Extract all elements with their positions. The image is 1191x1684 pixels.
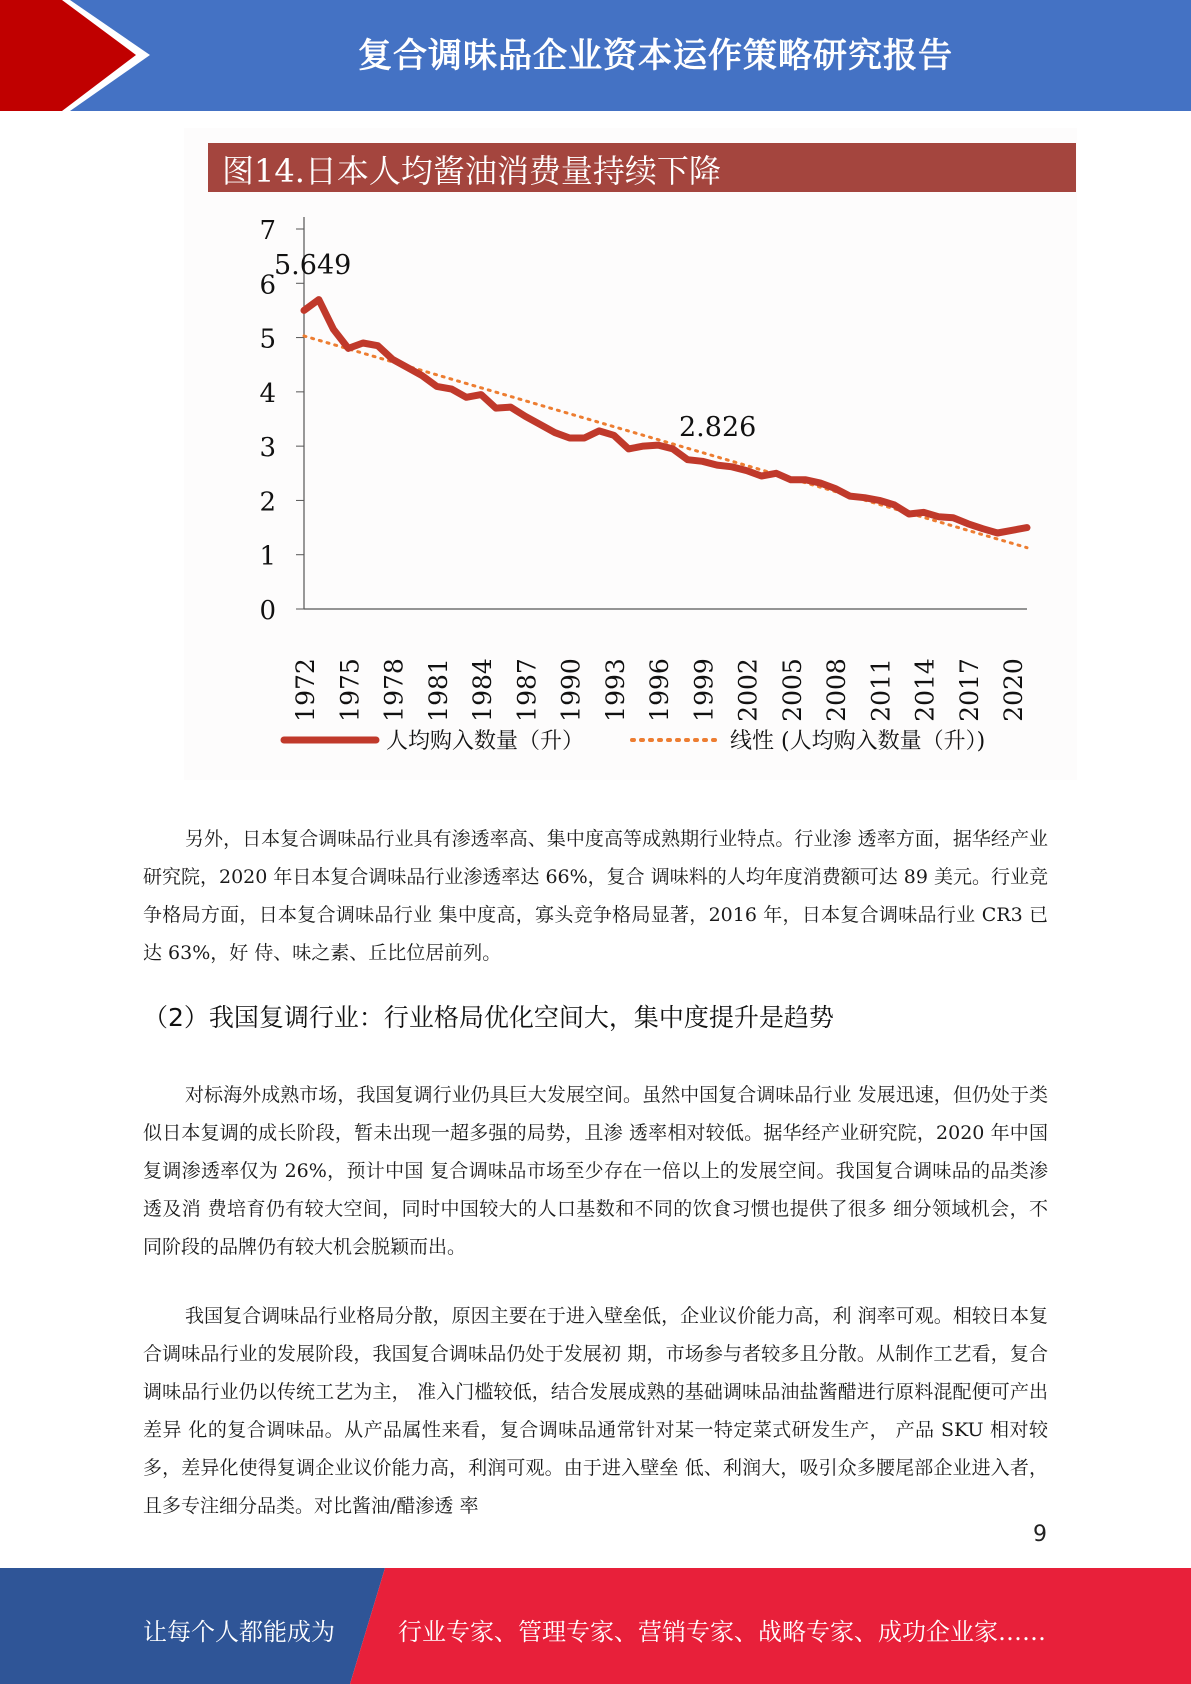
legend-label-consumption: 人均购入数量（升） bbox=[386, 729, 585, 754]
footer-slogan-right: 行业专家、管理专家、营销专家、战略专家、成功企业家…… bbox=[398, 1618, 1046, 1646]
y-tick-label: 1 bbox=[259, 541, 276, 572]
page-footer bbox=[0, 1568, 1191, 1684]
x-tick-label: 1975 bbox=[335, 658, 365, 722]
header-arrow-decoration bbox=[0, 0, 160, 111]
page-header bbox=[0, 0, 1191, 111]
data-label: 5.649 bbox=[274, 250, 352, 281]
y-tick-label: 2 bbox=[259, 487, 276, 518]
x-tick-label: 1972 bbox=[291, 658, 320, 722]
x-tick-label: 1987 bbox=[512, 658, 542, 722]
footer-slogan-left: 让每个人都能成为 bbox=[143, 1618, 335, 1646]
y-tick-label: 5 bbox=[259, 324, 276, 355]
paragraph-china-space: 对标海外成熟市场，我国复调行业仍具巨大发展空间。虽然中国复合调味品行业 发展迅速，但仍处于类似日本复调的成长阶段，暂未出现一超多强的局势，且渗 透率相对较低。据华经产业研究院，2020 年中国复调渗透率仅为 26%，预计中国 复合调味品市场至少存在一倍以上的发展空间。我国复合调味品的品类渗透及消 费培育仍有较大空间，同时中国较大的人口基数和不同的饮食习惯也提供了很多 细分领域机会，不同阶段的品牌仍有较大机会脱颖而出。 bbox=[143, 1084, 1048, 1258]
line-chart bbox=[184, 128, 1077, 780]
data-label: 2.826 bbox=[679, 412, 757, 443]
figure-title: 图14.日本人均酱油消费量持续下降 bbox=[222, 152, 721, 190]
y-tick-label: 3 bbox=[259, 433, 276, 464]
x-tick-label: 2008 bbox=[822, 658, 852, 722]
x-tick-label: 1990 bbox=[556, 658, 586, 722]
x-tick-label: 1993 bbox=[600, 658, 630, 722]
x-tick-label: 1984 bbox=[468, 658, 498, 722]
x-tick-label: 1999 bbox=[689, 658, 719, 722]
series-line-consumption bbox=[304, 300, 1027, 533]
section-heading: （2）我国复调行业：行业格局优化空间大，集中度提升是趋势 bbox=[143, 1003, 834, 1032]
x-tick-label: 1996 bbox=[645, 658, 675, 722]
x-tick-label: 2011 bbox=[866, 658, 896, 722]
y-tick-label: 0 bbox=[259, 596, 276, 626]
x-tick-label: 2017 bbox=[954, 658, 984, 722]
figure-14 bbox=[184, 128, 1077, 780]
y-tick-label: 7 bbox=[259, 216, 276, 246]
x-tick-label: 1978 bbox=[379, 658, 409, 722]
report-title: 复合调味品企业资本运作策略研究报告 bbox=[358, 36, 953, 76]
y-tick-label: 6 bbox=[259, 270, 276, 301]
x-tick-label: 2020 bbox=[999, 658, 1029, 722]
x-tick-label: 1981 bbox=[423, 658, 453, 722]
x-tick-label: 2014 bbox=[910, 658, 940, 722]
x-tick-label: 2005 bbox=[777, 658, 807, 722]
page-number: 9 bbox=[1033, 1522, 1047, 1547]
x-tick-label: 2002 bbox=[733, 658, 763, 722]
legend-label-trend: 线性 (人均购入数量（升）) bbox=[730, 729, 986, 754]
paragraph-japan-market: 另外，日本复合调味品行业具有渗透率高、集中度高等成熟期行业特点。行业渗 透率方面，据华经产业研究院，2020 年日本复合调味品行业渗透率达 66%，复合 调味料的人均年度消费额可达 89 美元。行业竞争格局方面，日本复合调味品行业 集中度高，寡头竞争格局显著，2016 年，日本复合调味品行业 CR3 已达 63%，好 侍、味之素、丘比位居前列。 bbox=[143, 828, 1048, 964]
y-tick-label: 4 bbox=[259, 378, 276, 409]
paragraph-china-structure: 我国复合调味品行业格局分散，原因主要在于进入壁垒低，企业议价能力高，利 润率可观。相较日本复合调味品行业的发展阶段，我国复合调味品仍处于发展初 期，市场参与者较多且分散。从制作工艺看，复合调味品行业仍以传统工艺为主， 准入门槛较低，结合发展成熟的基础调味品油盐酱醋进行原料混配便可产出差异 化的复合调味品。从产品属性来看，复合调味品通常针对某一特定菜式研发生产， 产品 SKU 相对较多，差异化使得复调企业议价能力高，利润可观。由于进入壁垒 低、利润大，吸引众多腰尾部企业进入者，且多专注细分品类。对比酱油/醋渗透 率 bbox=[143, 1305, 1048, 1517]
